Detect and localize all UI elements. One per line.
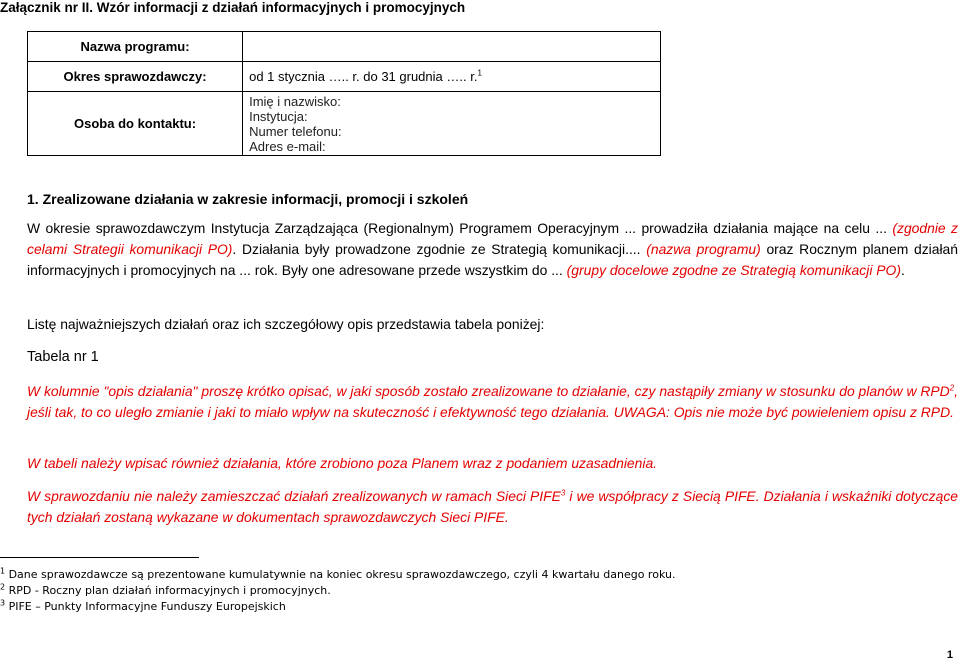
section-1-paragraph — [27, 218, 958, 281]
contact-phone-line: Numer telefonu: — [249, 123, 342, 139]
p1-target-groups-note: (grupy docelowe zgodne ze Strategią komunikacji PO) — [566, 262, 901, 278]
footnote-1-number: 1 — [0, 566, 6, 576]
footnote-2-number: 2 — [0, 582, 6, 592]
footnote-ref-1: 1 — [477, 68, 482, 78]
footnote-2 — [0, 584, 331, 597]
contact-person-value[interactable] — [243, 92, 661, 156]
instruction-note-3 — [27, 486, 958, 528]
table-label: Tabela nr 1 — [27, 349, 99, 365]
footnote-3-number: 3 — [0, 598, 6, 608]
footnote-ref-3: 3 — [560, 488, 566, 498]
section-1-title: 1. Zrealizowane działania w zakresie informacji, promocji i szkoleń — [27, 191, 469, 207]
page-number: 1 — [946, 649, 953, 661]
contact-institution-line: Instytucja: — [249, 108, 308, 124]
footnote-3 — [0, 600, 286, 613]
contact-name-line: Imię i nazwisko: — [249, 93, 341, 109]
p1-text-1: W okresie sprawozdawczym Instytucja Zarządzająca (Regionalnym) Programem Operacyjnym ... prowadziła działania mające na celu ... — [27, 220, 887, 236]
reporting-period-text: od 1 stycznia ….. r. do 31 grudnia ….. r. — [249, 69, 478, 84]
instruction-note-1 — [27, 381, 958, 423]
reporting-period-label: Okres sprawozdawczy: — [28, 62, 243, 92]
footnote-2-text: RPD - Roczny plan działań informacyjnych i promocyjnych. — [5, 584, 331, 597]
page-heading: Załącznik nr II. Wzór informacji z działań informacyjnych i promocyjnych — [0, 0, 466, 15]
program-name-label: Nazwa programu: — [28, 32, 243, 62]
footnote-separator — [0, 557, 199, 558]
p1-text-7: . — [900, 262, 905, 278]
note-3-text-a: W sprawozdaniu nie należy zamieszczać działań zrealizowanych w ramach Sieci PIFE — [27, 488, 561, 504]
contact-person-label: Osoba do kontaktu: — [28, 92, 243, 156]
reporting-period-value[interactable] — [243, 62, 661, 92]
program-name-value[interactable] — [243, 32, 661, 62]
contact-email-line: Adres e-mail: — [249, 138, 326, 154]
note-1-text-b: , jeśli tak, to co uległo zmianie i jaki to miało wpływ na skuteczność i efektywność tego działania. UWAGA: Opis nie może być powieleniem opisu z RPD. — [27, 383, 958, 420]
p1-strategy-note: (zgodnie z celami Strategii komunikacji PO) — [27, 220, 959, 257]
note-1-text-a: W kolumnie "opis działania" proszę krótko opisać, w jaki sposób zostało zrealizowane to działanie, czy nastąpiły zmiany w stosunku do planów w RPD — [27, 383, 950, 399]
list-intro: Listę najważniejszych działań oraz ich szczegółowy opis przedstawia tabela poniżej: — [27, 316, 545, 332]
footnote-1-text: Dane sprawozdawcze są prezentowane kumulatywnie na koniec okresu sprawozdawczego, czyli 4 kwartału danego roku. — [5, 568, 676, 581]
program-info-table — [27, 31, 661, 156]
p1-text-5: oraz Rocznym planem działań informacyjnych i promocyjnych na ... rok. Były one adresowane przede wszystkim do ... — [27, 241, 958, 278]
note-3-text-b: i we współpracy z Siecią PIFE. Działania i wskaźniki dotyczące tych działań zostaną wykazane w dokumentach sprawozdawczych Sieci PIFE. — [27, 488, 958, 525]
footnote-3-text: PIFE – Punkty Informacyjne Funduszy Europejskich — [5, 600, 286, 613]
p1-program-name-note: (nazwa programu) — [646, 241, 761, 257]
footnote-ref-2: 2 — [949, 383, 955, 393]
p1-text-3: . Działania były prowadzone zgodnie ze Strategią komunikacji.... — [232, 241, 647, 257]
instruction-note-2: W tabeli należy wpisać również działania, które zrobiono poza Planem wraz z podaniem uzasadnienia. — [27, 455, 658, 471]
footnote-1 — [0, 568, 675, 581]
